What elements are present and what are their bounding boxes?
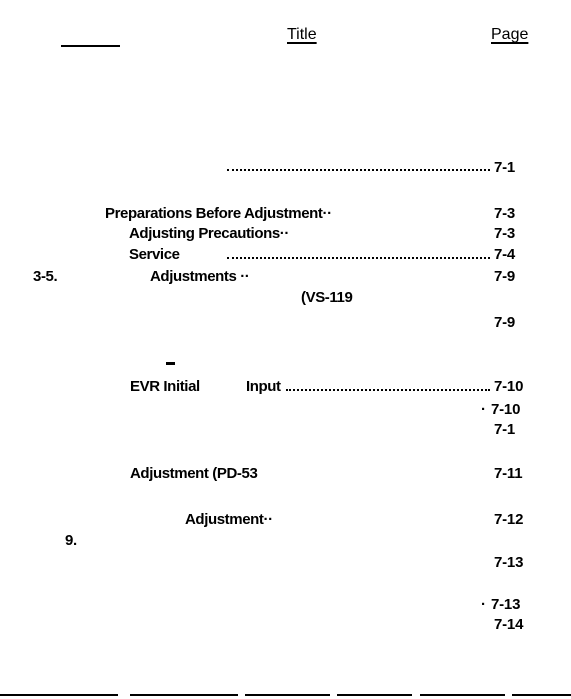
toc-entry-title: Adjustment·· xyxy=(185,511,273,528)
toc-page-number: 7-9 xyxy=(494,314,516,331)
toc-page-number: 7-13 xyxy=(491,596,521,613)
bottom-rule xyxy=(420,694,505,696)
toc-page-number: 7-1 xyxy=(494,421,516,438)
header-page-label: Page xyxy=(491,26,529,43)
toc-entry-title: Preparations Before Adjustment·· xyxy=(105,205,332,222)
header-title-label: Title xyxy=(287,26,317,43)
toc-page-number: 7-9 xyxy=(494,268,516,285)
toc-entry-title: Adjustments ·· xyxy=(150,268,250,285)
toc-entry-title: Service xyxy=(129,246,180,263)
bottom-rule xyxy=(0,694,118,696)
toc-page-number: 7-1 xyxy=(494,159,516,176)
toc-entry-title: Adjusting Precautions·· xyxy=(129,225,289,242)
toc-entry-number: 3-5. xyxy=(33,268,58,285)
header-rule xyxy=(61,45,120,47)
dash-mark xyxy=(166,362,175,365)
toc-entry-title: EVR Initial xyxy=(130,378,200,395)
toc-bullet: · xyxy=(481,596,486,613)
toc-entry-title-part: Input xyxy=(246,378,281,395)
toc-page-number: 7-10 xyxy=(494,378,524,395)
bottom-rule xyxy=(130,694,238,696)
toc-page-number: 7-13 xyxy=(494,554,524,571)
toc-entry-number: 9. xyxy=(65,532,77,549)
toc-page-number: 7-3 xyxy=(494,225,516,242)
bottom-rule xyxy=(512,694,571,696)
toc-page-number: 7-14 xyxy=(494,616,524,633)
toc-leader xyxy=(286,389,490,391)
toc-leader xyxy=(227,169,490,171)
toc-page-number: 7-10 xyxy=(491,401,521,418)
toc-page-number: 7-4 xyxy=(494,246,516,263)
bottom-rule xyxy=(337,694,412,696)
toc-page-number: 7-12 xyxy=(494,511,524,528)
toc-entry-title: (VS-119 xyxy=(301,289,353,306)
toc-entry-title: Adjustment (PD-53 xyxy=(130,465,258,482)
toc-page-number: 7-3 xyxy=(494,205,516,222)
toc-page-number: 7-11 xyxy=(494,465,523,482)
toc-leader xyxy=(227,257,490,259)
toc-bullet: · xyxy=(481,401,486,418)
bottom-rule xyxy=(245,694,330,696)
